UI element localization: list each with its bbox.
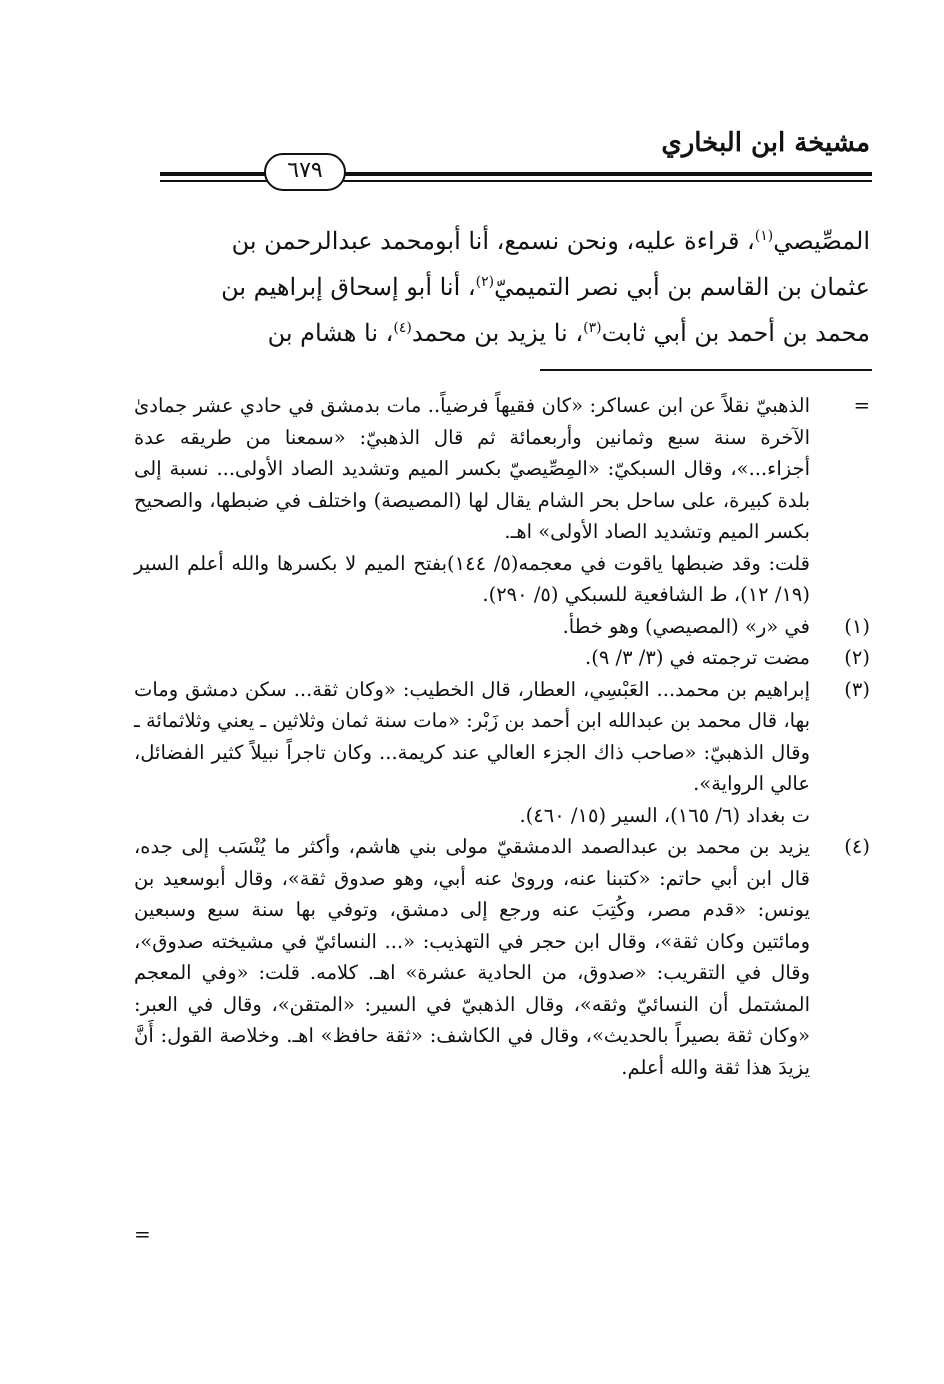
footnote-divider <box>540 369 872 371</box>
text-span: المصِّيصي <box>773 227 870 255</box>
text-span: ، نا يزيد بن محمد <box>411 319 584 347</box>
footnote-1 <box>134 611 870 643</box>
footnote-ref: (٣) <box>583 320 602 336</box>
footnote-number: (٢) <box>844 646 870 669</box>
footnote-ref: (٢) <box>475 274 495 290</box>
text-span: ، أنا أبو إسحاق إبراهيم بن <box>221 273 476 301</box>
continuation-mark-end: = <box>134 1222 151 1246</box>
running-header-title: مشيخة ابن البخاري <box>661 128 870 158</box>
text-span: عثمان بن القاسم بن أبي نصر التميميّ <box>494 273 870 301</box>
main-line-3 <box>150 310 870 356</box>
page-number: ٦٧٩ <box>264 153 346 191</box>
text-span: ، قراءة عليه، ونحن نسمع، أنا أبومحمد عبدالرحمن بن <box>231 227 755 255</box>
footnote-text: في «ر» (المصيصي) وهو خطأ. <box>562 614 810 638</box>
footnote-ref: (٤) <box>393 320 412 336</box>
footnote-text: مضت ترجمته في (٣/ ٣/ ٩). <box>585 646 810 669</box>
footnote-3 <box>134 674 870 832</box>
main-line-1 <box>150 218 870 264</box>
footnote-ref: (١) <box>754 228 774 244</box>
text-span: محمد بن أحمد بن أبي ثابت <box>601 319 870 347</box>
footnote-text: ت بغداد (٦/ ١٦٥)، السير (١٥/ ٤٦٠). <box>519 803 810 827</box>
continuation-mark: = <box>853 394 870 417</box>
main-line-2 <box>150 264 870 310</box>
footnote-4 <box>134 831 870 1083</box>
footnote-text: قلت: وقد ضبطها ياقوت في معجمه(٥/ ١٤٤)بفتح الميم لا بكسرها والله أعلم السير (١٩/ ١٢)، ط الشافعية للسبكي (٥/ ٢٩٠). <box>134 551 810 606</box>
footnote-2 <box>134 642 870 674</box>
main-text <box>150 218 870 356</box>
footnote-continued <box>134 390 870 611</box>
footnote-text: يزيد بن محمد بن عبدالصمد الدمشقيّ مولى بني هاشم، وأكثر ما يُنْسَب إلى جده، قال ابن أبي حاتم: «كتبنا عنه، وروىٰ عنه أبي، وهو صدوق ثقة»، وقال أبوسعيد بن يونس: «قدم مصر، وكُتِبَ عنه ورجع إلى دمشق، وتوفي بها سنة سبع وسبعين ومائتين وكان ثقة»، وقال ابن حجر في التهذيب: «... النسائيّ في مشيخته صدوق»، وقال في التقريب: «صدوق، من الحادية عشرة» اهـ. كلامه. قلت: «وفي المعجم المشتمل أن النسائيّ وثقه»، وقال الذهبيّ في السير: «المتقن»، وقال في العبر: «وكان ثقة بصيراً بالحديث»، وقال في الكاشف: «ثقة حافظ» اهـ. وخلاصة القول: أَنَّ يزيدَ هذا ثقة والله أعلم. <box>134 835 810 1079</box>
footnote-text: الذهبيّ نقلاً عن ابن عساكر: «كان فقيهاً فرضياً.. مات بدمشق في حادي عشر جمادىٰ الآخرة سنة سبع وثمانين وأربعمائة ثم قال الذهبيّ: «سمعنا من طريقه عدة أجزاء...»، وقال السبكيّ: «المِصِّيصيّ بكسر الميم وتشديد الصاد الأولى... نسبة إلى بلدة كبيرة، على ساحل بحر الشام يقال لها (المصيصة) واختلف في ضبطها، والصحيح بكسر الميم وتشديد الصاد الأولى» اهـ. <box>134 394 810 543</box>
footnote-number: (١) <box>844 614 870 638</box>
footnotes <box>134 390 870 1083</box>
footnote-number: (٣) <box>844 677 870 701</box>
footnote-text: إبراهيم بن محمد... العَبْسِي، العطار، قال الخطيب: «وكان ثقة... سكن دمشق ومات بها، قال محمد بن عبدالله ابن أحمد بن زَبْر: «مات سنة ثمان وثلاثين ـ يعني وثلاثمائة ـ وقال الذهبيّ: «صاحب ذاك الجزء العالي عند كريمة... وكان تاجراً نبيلاً كثير الفضائل، عالي الرواية». <box>134 677 811 795</box>
text-span: ، نا هشام بن <box>267 319 394 347</box>
footnote-number: (٤) <box>844 835 870 858</box>
